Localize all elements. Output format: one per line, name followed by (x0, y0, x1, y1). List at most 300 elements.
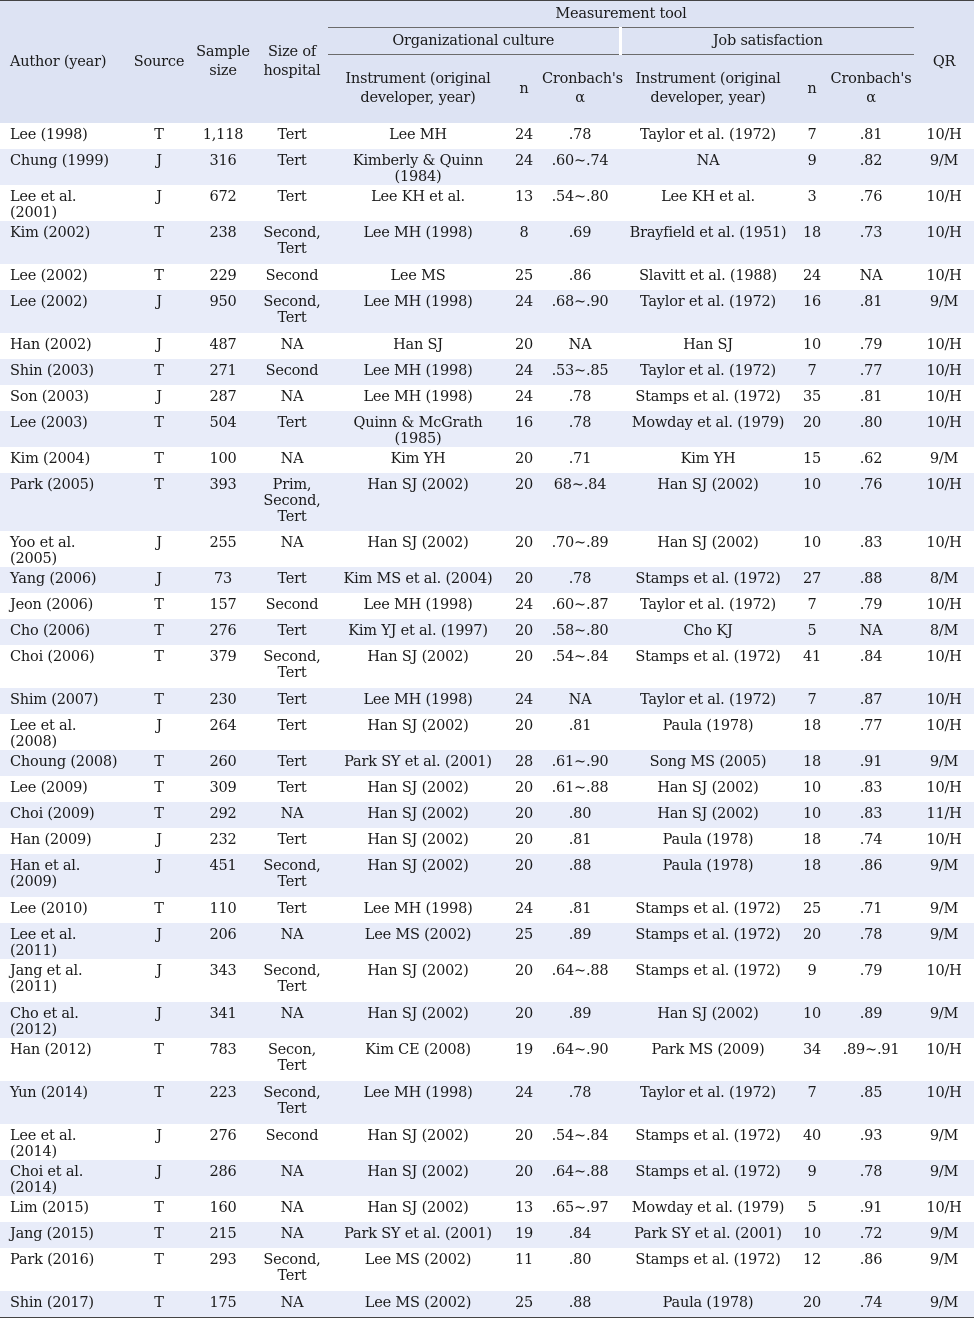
cell-oc-n: 24 (508, 688, 540, 714)
cell-size-of-hospital: Secon, Tert (267, 1042, 317, 1074)
cell-qr: 10/H (926, 337, 962, 353)
header-oc-instrument: Instrument (original developer, year) (328, 55, 508, 124)
cell-js-n: 18 (796, 854, 828, 897)
cell-oc-n: 24 (508, 149, 540, 185)
cell-js-instrument: Stamps et al. (1972) (635, 963, 781, 979)
cell-js-instrument: Han SJ (2002) (620, 473, 796, 531)
cell-oc-alpha: .53~.85 (540, 359, 620, 385)
cell-size-of-hospital: Prim, Second, Tert (256, 473, 328, 531)
cell-js-instrument: Han SJ (683, 337, 733, 353)
cell-js-n: 7 (807, 597, 817, 613)
cell-js-alpha: .76 (859, 189, 883, 205)
cell-js-instrument: Han SJ (2002) (620, 802, 796, 828)
cell-author: Lee (2002) (0, 290, 128, 333)
cell-sample-size: 672 (209, 189, 237, 205)
cell-js-instrument: Stamps et al. (1972) (620, 923, 796, 959)
cell-author: Son (2003) (10, 389, 89, 405)
cell-source: T (154, 597, 164, 613)
cell-size-of-hospital: Second, Tert (256, 1081, 328, 1124)
cell-js-n: 25 (802, 901, 822, 917)
cell-js-n: 9 (796, 149, 828, 185)
header-measurement-tool: Measurement tool (328, 1, 914, 28)
cell-sample-size: 393 (190, 473, 256, 531)
cell-js-instrument: Paula (1978) (662, 832, 754, 848)
cell-qr: 9/M (929, 901, 959, 917)
table-row (0, 688, 974, 714)
cell-sample-size: 175 (190, 1291, 256, 1317)
cell-author: Lim (2015) (10, 1200, 89, 1216)
cell-size-of-hospital: Tert (256, 619, 328, 645)
cell-oc-alpha: .84 (540, 1222, 620, 1248)
cell-oc-alpha: .89 (540, 1002, 620, 1038)
cell-oc-alpha: .60~.74 (540, 149, 620, 185)
cell-oc-n: 20 (508, 619, 540, 645)
cell-qr: 10/H (914, 473, 974, 531)
cell-sample-size: 451 (190, 854, 256, 897)
cell-oc-n: 24 (514, 597, 534, 613)
cell-oc-alpha: .88 (540, 1291, 620, 1317)
cell-js-instrument: Paula (1978) (662, 718, 754, 734)
cell-oc-n: 20 (514, 451, 534, 467)
cell-oc-instrument: Park SY et al. (2001) (328, 750, 508, 776)
cell-sample-size: 110 (209, 901, 237, 917)
cell-size-of-hospital: Tert (256, 567, 328, 593)
cell-oc-n: 8 (508, 221, 540, 264)
cell-oc-alpha: .78 (568, 389, 592, 405)
cell-sample-size: 160 (209, 1200, 237, 1216)
cell-qr: 10/H (926, 535, 962, 551)
cell-author: Lee et al. (2014) (10, 1128, 77, 1160)
table-row (0, 1222, 974, 1248)
cell-source: T (128, 221, 190, 264)
cell-qr: 10/H (926, 268, 962, 284)
cell-author: Lee (2010) (10, 901, 88, 917)
cell-oc-n: 20 (514, 1128, 534, 1144)
cell-size-of-hospital: Second, Tert (263, 649, 321, 681)
table-row (0, 828, 974, 854)
cell-js-n: 10 (796, 1002, 828, 1038)
header-sample-size: Sample size (190, 1, 256, 124)
cell-js-alpha: .76 (828, 473, 914, 531)
cell-oc-n: 24 (508, 1081, 540, 1124)
cell-source: J (156, 535, 162, 551)
cell-oc-instrument: Lee MH (1998) (328, 221, 508, 264)
cell-oc-n: 24 (514, 127, 534, 143)
cell-js-alpha: .79 (859, 963, 883, 979)
cell-oc-instrument: Lee MH (1998) (328, 688, 508, 714)
cell-author: Shim (2007) (0, 688, 128, 714)
cell-oc-n: 24 (514, 901, 534, 917)
cell-js-alpha: .82 (828, 149, 914, 185)
cell-qr: 9/M (929, 1252, 959, 1268)
cell-size-of-hospital: Tert (277, 189, 307, 205)
cell-js-alpha: .91 (859, 1200, 883, 1216)
cell-qr: 11/H (914, 802, 974, 828)
cell-js-n: 18 (796, 750, 828, 776)
cell-qr: 10/H (926, 189, 962, 205)
cell-source: J (128, 567, 190, 593)
cell-sample-size: 1,118 (202, 127, 244, 143)
cell-qr: 9/M (914, 1291, 974, 1317)
cell-sample-size: 229 (209, 268, 237, 284)
cell-size-of-hospital: Second (256, 359, 328, 385)
cell-sample-size: 276 (190, 619, 256, 645)
cell-oc-n: 25 (508, 1291, 540, 1317)
cell-js-n: 24 (802, 268, 822, 284)
cell-oc-instrument: Lee MH (1998) (363, 389, 473, 405)
cell-source: J (156, 718, 162, 734)
cell-qr: 10/H (926, 1042, 962, 1058)
cell-qr: 9/M (914, 923, 974, 959)
header-oc-alpha: Cronbach's α (540, 55, 620, 124)
cell-js-instrument: NA (620, 149, 796, 185)
cell-oc-n: 20 (514, 337, 534, 353)
cell-js-instrument: Taylor et al. (1972) (620, 1081, 796, 1124)
cell-oc-alpha: NA (540, 688, 620, 714)
cell-oc-instrument: Han SJ (2002) (367, 649, 469, 665)
cell-oc-instrument: Han SJ (393, 337, 443, 353)
header-js-alpha: Cronbach's α (828, 55, 914, 124)
cell-size-of-hospital: NA (256, 923, 328, 959)
cell-oc-alpha: .80 (568, 1252, 592, 1268)
cell-size-of-hospital: Second (265, 268, 319, 284)
cell-author: Choung (2008) (0, 750, 128, 776)
cell-source: T (154, 649, 164, 665)
cell-size-of-hospital: NA (280, 451, 304, 467)
cell-js-alpha: .78 (828, 1160, 914, 1196)
cell-author: Lee et al. (2008) (10, 718, 77, 750)
cell-js-instrument: Mowday et al. (1979) (631, 1200, 785, 1216)
cell-sample-size: 379 (209, 649, 237, 665)
cell-js-n: 7 (807, 127, 817, 143)
cell-size-of-hospital: Second, Tert (263, 963, 321, 995)
cell-size-of-hospital: NA (280, 337, 304, 353)
cell-source: T (154, 127, 164, 143)
cell-author: Han et al. (2009) (0, 854, 128, 897)
cell-sample-size: 309 (209, 780, 237, 796)
cell-js-alpha: .81 (859, 127, 883, 143)
cell-js-alpha: .80 (828, 411, 914, 447)
cell-sample-size: 206 (190, 923, 256, 959)
cell-js-n: 15 (802, 451, 822, 467)
header-js-instrument: Instrument (original developer, year) (620, 55, 796, 124)
cell-js-instrument: Paula (1978) (620, 1291, 796, 1317)
cell-oc-n: 25 (514, 268, 534, 284)
cell-qr: 10/H (926, 718, 962, 734)
cell-oc-instrument: Han SJ (2002) (367, 832, 469, 848)
cell-oc-n: 20 (508, 802, 540, 828)
cell-sample-size: 286 (190, 1160, 256, 1196)
cell-oc-alpha: .69 (540, 221, 620, 264)
cell-oc-n: 20 (508, 854, 540, 897)
cell-size-of-hospital: Tert (277, 718, 307, 734)
cell-oc-n: 20 (514, 535, 534, 551)
cell-js-instrument: Lee KH et al. (661, 189, 755, 205)
cell-sample-size: 341 (190, 1002, 256, 1038)
table-row (0, 854, 974, 897)
cell-oc-instrument: Han SJ (2002) (367, 963, 469, 979)
cell-oc-n: 20 (514, 780, 534, 796)
cell-source: J (156, 1128, 162, 1144)
header-qr: QR (914, 1, 974, 124)
cell-js-n: 10 (802, 780, 822, 796)
cell-oc-n: 19 (514, 1042, 534, 1058)
cell-size-of-hospital: Tert (277, 901, 307, 917)
cell-oc-alpha: .80 (540, 802, 620, 828)
cell-oc-alpha: .81 (568, 901, 592, 917)
cell-oc-instrument: Lee MS (2002) (364, 1252, 472, 1268)
cell-sample-size: 232 (209, 832, 237, 848)
cell-author: Yoo et al. (2005) (10, 535, 76, 567)
cell-qr: 9/M (929, 1128, 959, 1144)
cell-oc-alpha: .78 (540, 567, 620, 593)
cell-js-n: 18 (796, 221, 828, 264)
cell-js-instrument: Park SY et al. (2001) (620, 1222, 796, 1248)
table-row (0, 1124, 974, 1160)
cell-oc-n: 24 (508, 359, 540, 385)
cell-source: J (128, 923, 190, 959)
cell-qr: 8/M (914, 619, 974, 645)
cell-oc-instrument: Han SJ (2002) (367, 1200, 469, 1216)
cell-js-alpha: .86 (828, 854, 914, 897)
cell-js-instrument: Han SJ (2002) (620, 1002, 796, 1038)
table-row (0, 959, 974, 1002)
cell-author: Jeon (2006) (10, 597, 94, 613)
cell-js-n: 20 (796, 411, 828, 447)
cell-source: T (128, 1081, 190, 1124)
cell-source: T (154, 1252, 164, 1268)
cell-oc-instrument: Park SY et al. (2001) (328, 1222, 508, 1248)
cell-js-instrument: Taylor et al. (1972) (620, 359, 796, 385)
cell-oc-alpha: .64~.90 (551, 1042, 609, 1058)
cell-author: Cho (2006) (0, 619, 128, 645)
cell-js-alpha: .88 (828, 567, 914, 593)
cell-js-n: 35 (802, 389, 822, 405)
cell-oc-n: 20 (508, 473, 540, 531)
cell-qr: 10/H (926, 127, 962, 143)
cell-sample-size: 230 (190, 688, 256, 714)
cell-size-of-hospital: NA (256, 802, 328, 828)
cell-sample-size: 487 (209, 337, 237, 353)
cell-oc-alpha: .64~.88 (551, 963, 609, 979)
cell-oc-n: 20 (514, 832, 534, 848)
table-row (0, 1291, 974, 1317)
table-row (0, 1002, 974, 1038)
table-row (0, 149, 974, 185)
cell-qr: 9/M (914, 1160, 974, 1196)
table-row (0, 333, 974, 359)
cell-oc-n: 20 (514, 963, 534, 979)
cell-js-alpha: .72 (828, 1222, 914, 1248)
cell-oc-n: 11 (514, 1252, 534, 1268)
cell-author: Park (2005) (0, 473, 128, 531)
cell-js-alpha: .83 (859, 535, 883, 551)
cell-oc-instrument: Han SJ (2002) (367, 535, 469, 551)
cell-oc-instrument: Kim MS et al. (2004) (328, 567, 508, 593)
cell-js-alpha: .81 (859, 389, 883, 405)
table-row (0, 645, 974, 688)
cell-author: Lee (2003) (0, 411, 128, 447)
cell-size-of-hospital: Second (265, 1128, 319, 1144)
cell-qr: 9/M (914, 750, 974, 776)
cell-oc-instrument: Han SJ (2002) (367, 718, 469, 734)
cell-js-instrument: Park MS (2009) (651, 1042, 765, 1058)
cell-js-instrument: Taylor et al. (1972) (639, 597, 777, 613)
table-row (0, 221, 974, 264)
cell-oc-alpha: .68~.90 (540, 290, 620, 333)
cell-sample-size: 271 (190, 359, 256, 385)
cell-source: T (154, 451, 164, 467)
cell-js-alpha: .77 (859, 718, 883, 734)
cell-size-of-hospital: NA (256, 1002, 328, 1038)
cell-oc-instrument: Lee MH (1998) (363, 597, 473, 613)
cell-author: Choi et al. (2014) (0, 1160, 128, 1196)
cell-js-alpha: .83 (828, 802, 914, 828)
cell-size-of-hospital: Second, Tert (256, 854, 328, 897)
cell-sample-size: 950 (190, 290, 256, 333)
table-row (0, 1038, 974, 1081)
cell-size-of-hospital: Second, Tert (256, 290, 328, 333)
cell-js-n: 34 (802, 1042, 822, 1058)
cell-js-alpha: .83 (859, 780, 883, 796)
cell-js-n: 20 (796, 1291, 828, 1317)
cell-qr: 10/H (926, 597, 962, 613)
cell-size-of-hospital: Tert (256, 688, 328, 714)
cell-source: T (128, 473, 190, 531)
cell-oc-n: 13 (514, 189, 534, 205)
cell-js-instrument: Han SJ (2002) (657, 780, 759, 796)
cell-sample-size: 157 (209, 597, 237, 613)
cell-qr: 10/H (926, 649, 962, 665)
table-row (0, 264, 974, 290)
cell-size-of-hospital: NA (280, 389, 304, 405)
cell-oc-instrument: Lee MS (390, 268, 446, 284)
cell-author: Park (2016) (10, 1252, 95, 1268)
cell-js-alpha: .85 (828, 1081, 914, 1124)
table-row (0, 473, 974, 531)
header-author: Author (year) (0, 1, 128, 124)
cell-js-n: 10 (802, 337, 822, 353)
cell-js-n: 7 (796, 688, 828, 714)
cell-js-instrument: Stamps et al. (1972) (635, 1128, 781, 1144)
cell-author: Jang (2015) (0, 1222, 128, 1248)
cell-js-instrument: Song MS (2005) (620, 750, 796, 776)
cell-js-instrument: Mowday et al. (1979) (620, 411, 796, 447)
cell-oc-alpha: .58~.80 (540, 619, 620, 645)
cell-oc-n: 20 (508, 1002, 540, 1038)
cell-size-of-hospital: Second, Tert (263, 1252, 321, 1284)
cell-source: J (128, 1160, 190, 1196)
table-row (0, 359, 974, 385)
cell-oc-instrument: Kimberly & Quinn (1984) (328, 149, 508, 185)
cell-oc-instrument: Quinn & McGrath (1985) (328, 411, 508, 447)
cell-source: T (128, 359, 190, 385)
cell-sample-size: 238 (190, 221, 256, 264)
cell-author: Han (2012) (10, 1042, 92, 1058)
cell-oc-alpha: .78 (540, 1081, 620, 1124)
cell-size-of-hospital: Tert (277, 127, 307, 143)
cell-source: T (154, 268, 164, 284)
table-row (0, 1196, 974, 1222)
cell-author: Shin (2003) (0, 359, 128, 385)
cell-author: Kim (2004) (10, 451, 91, 467)
cell-author: Chung (1999) (0, 149, 128, 185)
cell-oc-alpha: .54~.80 (551, 189, 609, 205)
table-row (0, 776, 974, 802)
cell-oc-alpha: .64~.88 (540, 1160, 620, 1196)
cell-sample-size: 343 (209, 963, 237, 979)
header-source: Source (128, 1, 190, 124)
cell-oc-instrument: Kim YH (390, 451, 446, 467)
cell-js-n: 18 (802, 718, 822, 734)
cell-js-alpha: .74 (859, 832, 883, 848)
cell-sample-size: 255 (209, 535, 237, 551)
table-row (0, 385, 974, 411)
cell-js-alpha: .79 (859, 337, 883, 353)
cell-size-of-hospital: NA (256, 1291, 328, 1317)
cell-js-alpha: .84 (859, 649, 883, 665)
cell-js-instrument: Cho KJ (620, 619, 796, 645)
cell-author: Jang et al. (2011) (10, 963, 83, 995)
cell-oc-n: 28 (508, 750, 540, 776)
cell-oc-n: 19 (508, 1222, 540, 1248)
cell-js-n: 41 (802, 649, 822, 665)
cell-js-instrument: Brayfield et al. (1951) (620, 221, 796, 264)
cell-source: T (128, 750, 190, 776)
cell-oc-n: 25 (508, 923, 540, 959)
cell-js-alpha: .73 (828, 221, 914, 264)
cell-oc-alpha: 68~.84 (540, 473, 620, 531)
cell-sample-size: 264 (209, 718, 237, 734)
cell-author: Lee (1998) (10, 127, 88, 143)
cell-oc-alpha: .81 (568, 832, 592, 848)
cell-oc-alpha: .54~.84 (551, 649, 609, 665)
cell-source: J (156, 337, 162, 353)
cell-oc-alpha: .86 (568, 268, 592, 284)
cell-size-of-hospital: Tert (277, 780, 307, 796)
cell-js-n: 27 (796, 567, 828, 593)
cell-js-instrument: Stamps et al. (1972) (635, 1252, 781, 1268)
cell-size-of-hospital: NA (280, 535, 304, 551)
table-row (0, 619, 974, 645)
cell-sample-size: 215 (190, 1222, 256, 1248)
cell-oc-n: 20 (514, 718, 534, 734)
cell-oc-alpha: .60~.87 (551, 597, 609, 613)
cell-author: Yun (2014) (0, 1081, 128, 1124)
cell-js-instrument: Han SJ (2002) (657, 535, 759, 551)
cell-qr: 9/M (914, 1002, 974, 1038)
cell-source: J (156, 832, 162, 848)
cell-js-instrument: Paula (1978) (620, 854, 796, 897)
cell-js-alpha: .62 (859, 451, 883, 467)
cell-oc-alpha: .70~.89 (551, 535, 609, 551)
cell-qr: 10/H (926, 832, 962, 848)
cell-author: Cho et al. (2012) (0, 1002, 128, 1038)
cell-author: Han (2002) (10, 337, 92, 353)
header-size-of-hospital: Size of hospital (256, 1, 328, 124)
cell-sample-size: 100 (209, 451, 237, 467)
cell-author: Choi (2009) (0, 802, 128, 828)
cell-source: J (156, 963, 162, 979)
cell-size-of-hospital: Tert (256, 411, 328, 447)
cell-oc-alpha: .54~.84 (551, 1128, 609, 1144)
cell-qr: 10/H (914, 1081, 974, 1124)
cell-sample-size: 783 (209, 1042, 237, 1058)
cell-oc-n: 20 (508, 1160, 540, 1196)
cell-source: T (128, 688, 190, 714)
table-row (0, 185, 974, 221)
table-row (0, 567, 974, 593)
